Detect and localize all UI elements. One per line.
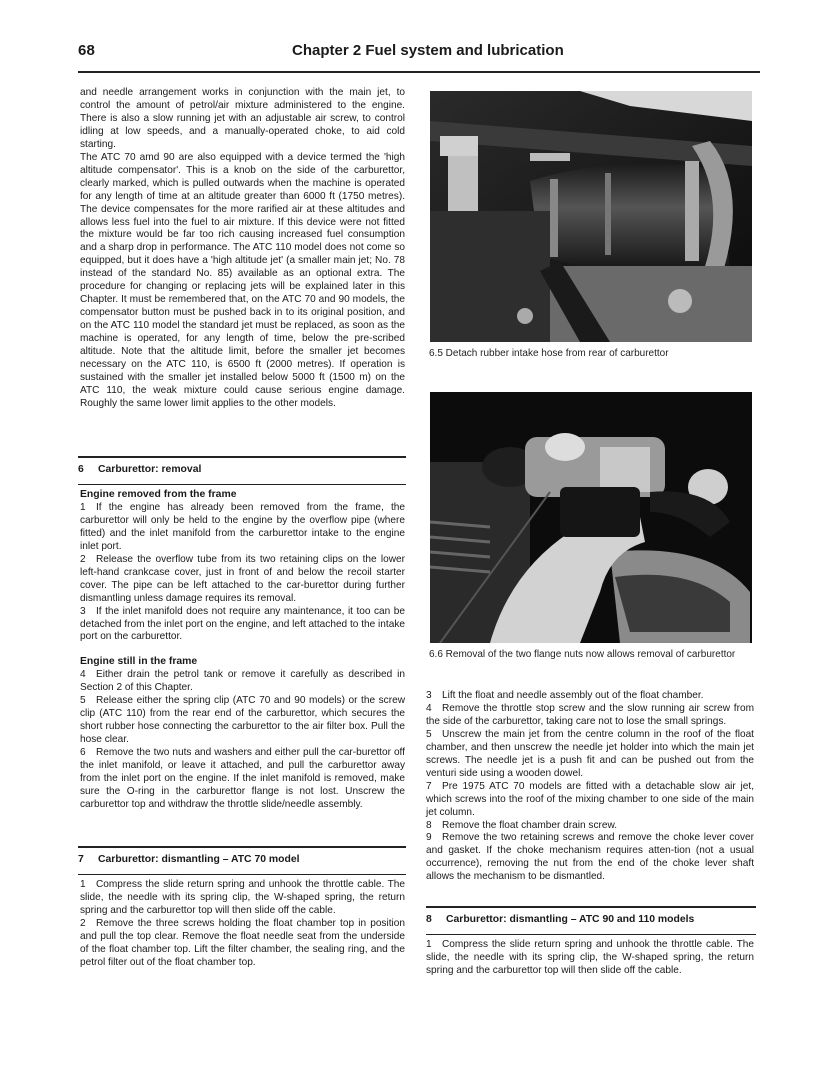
figure-6-5-photo xyxy=(430,91,752,342)
section-title: Carburettor: dismantling – ATC 70 model xyxy=(98,854,300,865)
step: 4 Either drain the petrol tank or remove it carefully as described in Section 2 of this Chapter. xyxy=(80,669,405,694)
figure-6-6-photo xyxy=(430,392,752,643)
section-title: Carburettor: removal xyxy=(98,464,202,475)
step: 6 Remove the two nuts and washers and either pull the car-burettor off the inlet manifold, or leave it attached, and pull the carburettor away from the inlet port on the engine. If the inlet manifold is removed, make sure the O-ring in the carburettor flange is not lost. Unscrew the carburettor top and withdraw the throttle slide/needle assembly. xyxy=(80,747,405,810)
step: 7 Pre 1975 ATC 70 models are fitted with a detachable slow air jet, which screws into the roof of the mixing chamber to one side of the main jet column. xyxy=(426,780,754,818)
section-title: Carburettor: dismantling – ATC 90 and 110 models xyxy=(446,914,695,925)
section-7-body xyxy=(80,879,405,970)
subheading-engine-removed: Engine removed from the frame xyxy=(80,489,237,500)
section-number: 7 xyxy=(78,854,84,865)
step: 1 Compress the slide return spring and unhook the throttle cable. The slide, the needle with its spring clip, the W-shaped spring, the return spring and the carburettor top will then slide off the cable. xyxy=(426,939,754,976)
section-6-body xyxy=(80,489,405,812)
step: 4 Remove the throttle stop screw and the slow running air screw from the side of the carburettor, taking care not to lose the small springs. xyxy=(426,702,754,727)
carburettor-removal-image xyxy=(430,392,752,643)
step: 2 Release the overflow tube from its two retaining clips on the lower left-hand crankcase cover, just in front of and below the recoil starter cover. The pipe can be left attached to the car-burettor during further dismantling unless damage requires its removal. xyxy=(80,553,405,604)
header-divider xyxy=(78,71,760,73)
step: 3 If the inlet manifold does not require any maintenance, it too can be detached from the inlet port on the engine, and left attached to the intake port on the carburettor. xyxy=(80,605,405,643)
section-6-heading xyxy=(78,456,406,485)
page-number: 68 xyxy=(78,42,96,59)
step: 9 Remove the two retaining screws and remove the choke lever cover and gasket. If the choke mechanism requires atten-tion (not a usual occurrence), removing the nut from the end of the choke lever shaft allows the mechanism to be dismantled. xyxy=(426,832,754,883)
chapter-title: Chapter 2 Fuel system and lubrication xyxy=(292,42,564,59)
step: 1 If the engine has already been removed from the frame, the carburettor will only be held to the engine by the overflow pipe (where fitted) and the inlet manifold from the carburettor intake to the engine inlet port. xyxy=(80,501,405,552)
step: 1 Compress the slide return spring and unhook the throttle cable. The slide, the needle with its spring clip, the W-shaped spring, the return spring and the carburettor top will then slide off the cable. xyxy=(80,879,405,916)
section-7-heading xyxy=(78,846,406,875)
figure-6-6-caption: 6.6 Removal of the two flange nuts now allows removal of carburettor xyxy=(429,649,736,660)
section-8-body xyxy=(426,939,754,978)
step: 8 Remove the float chamber drain screw. xyxy=(426,819,618,831)
carburettor-intake-hose-image xyxy=(430,91,752,342)
section-number: 6 xyxy=(78,464,84,475)
step: 5 Unscrew the main jet from the centre column in the roof of the float chamber, and then unscrew the needle jet holder into which the main jet screws. The needle jet is a push fit and can be pushed out from the venturi side using a wooden dowel. xyxy=(426,728,754,779)
subheading-engine-in-frame: Engine still in the frame xyxy=(80,656,198,668)
step: 5 Release either the spring clip (ATC 70 and 90 models) or the screw clip (ATC 110) from the rear end of the carburettor, which secures the short rubber hose connecting the carburettor to the air filter box. Pull the hose clear. xyxy=(80,695,405,746)
figure-6-5-caption: 6.5 Detach rubber intake hose from rear of carburettor xyxy=(429,348,669,359)
intro-text xyxy=(80,87,405,411)
intro-paragraph-2: The ATC 70 amd 90 are also equipped with a device termed the 'high altitude compensator'. This is a knob on the side of the carburettor, clearly marked, which is pulled outwards when the machine is operated for any length of time at an altitude greater than 6000 ft (1750 metres). The device compensates for the more rarified air at these altitudes and allows less fuel into the fuel to air mixture. If this device were not fitted the mixture would be far too rich causing increased fuel consumption and a sharp drop in performance. The ATC 110 model does not come so equipped, but it does have a 'high altitude jet' (a smaller main jet; No. 78 instead of the standard No. 85) available as an optional extra. The procedure for changing or replacing jets will be explained later in this Chapter. It must be remembered that, on the ATC 70 and 90 models, the compensator button must be pushed back in to its original position, and on the ATC 110 model the standard jet must be replaced, as soon as the machine is operated, for any length of time, below the pre-scribed altitude. Note that the altitude limit, before the smaller jet becomes necessary on the ATC 110, is 6500 ft (2000 metres). If operation is sustained with the smaller jet installed below 5000 ft (1500 m) on the ATC 110, the weak mixture could cause serious engine damage. Roughly the same lower limit applies to the other models. xyxy=(80,151,405,409)
step: 3 Lift the float and needle assembly out of the float chamber. xyxy=(426,690,704,701)
section-number: 8 xyxy=(426,914,432,925)
step: 2 Remove the three screws holding the float chamber top in position and pull the top clear. Remove the float needle seat from the underside of the float chamber top. Lift the filter chamber, the sealing ring, and the petrol filter out of the float chamber top. xyxy=(80,917,405,968)
section-7-continued-body xyxy=(426,690,754,884)
intro-paragraph-1: and needle arrangement works in conjunction with the main jet, to control the amount of petrol/air mixture administered to the engine. There is also a slow running jet with an adjustable air screw, to control idling at low speeds, and a manually-operated choke, to aid cold starting. xyxy=(80,87,405,150)
section-8-heading xyxy=(426,906,756,935)
